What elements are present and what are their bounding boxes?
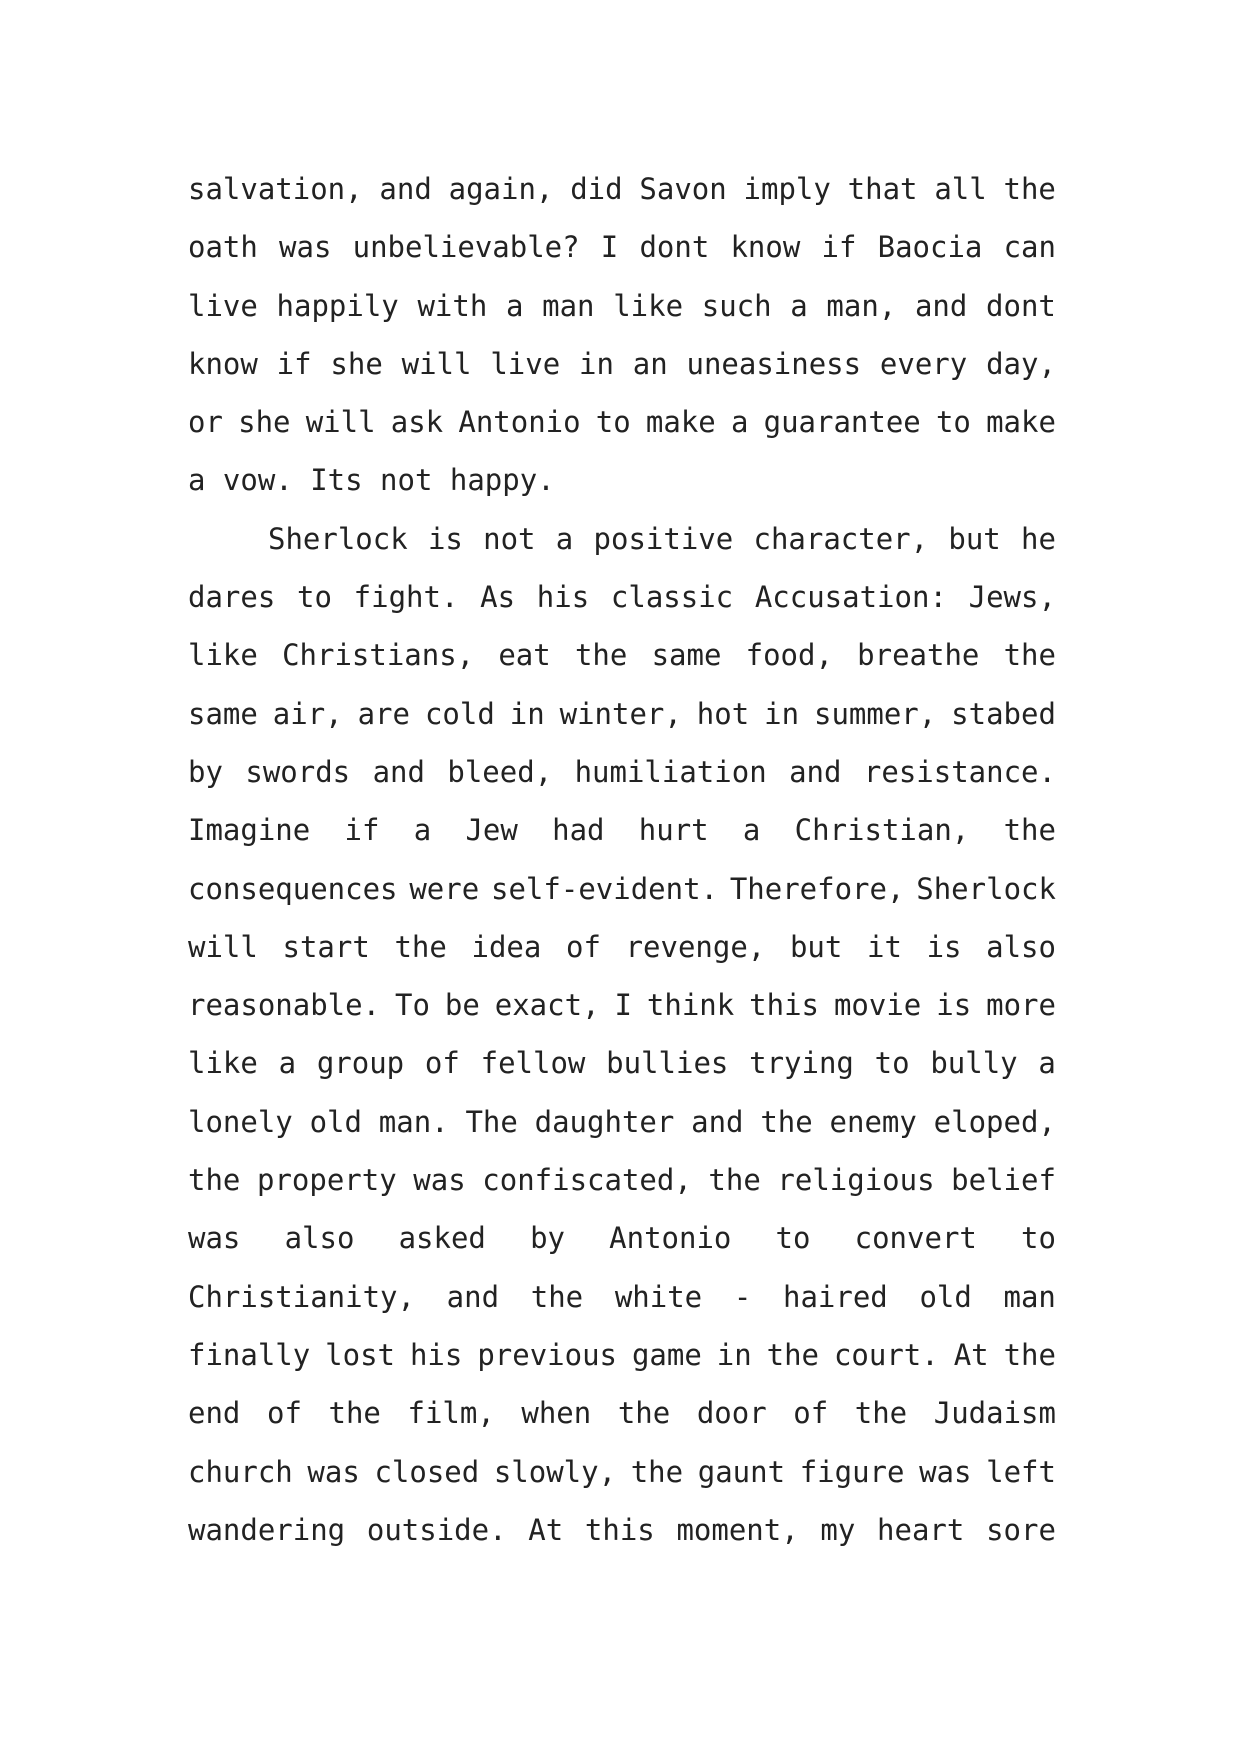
text-line: church was closed slowly, the gaunt figure was left — [188, 1454, 1056, 1489]
text-line: same air, are cold in winter, hot in summer, stabed — [188, 696, 1056, 731]
text-line: will start the idea of revenge, but it is also — [188, 929, 1056, 964]
text-line: live happily with a man like such a man, and dont — [188, 288, 1056, 323]
text-line: a vow. Its not happy. — [188, 463, 555, 498]
text-line: Imagine if a Jew had hurt a Christian, the — [188, 813, 1056, 848]
text-line: oath was unbelievable? I dont know if Baocia can — [188, 230, 1056, 265]
text-line: by swords and bleed, humiliation and resistance. — [188, 754, 1056, 789]
text-line: Christianity, and the white - haired old man — [188, 1279, 1056, 1314]
text-line: know if she will live in an uneasiness every day, — [188, 346, 1056, 381]
text-line: was also asked by Antonio to convert to — [188, 1221, 1056, 1256]
text-line: Sherlock is not a positive character, but he — [268, 521, 1056, 556]
text-line: dares to fight. As his classic Accusation: Jews, — [188, 580, 1056, 615]
text-line: the property was confiscated, the religious belief — [188, 1163, 1056, 1198]
text-line: like Christians, eat the same food, breathe the — [188, 638, 1056, 673]
text-line: end of the film, when the door of the Judaism — [188, 1396, 1056, 1431]
text-line: lonely old man. The daughter and the enemy eloped, — [188, 1104, 1056, 1139]
text-line: like a group of fellow bullies trying to bully a — [188, 1046, 1056, 1081]
text-line: salvation, and again, did Savon imply that all the — [188, 172, 1056, 206]
text-line: consequences were self-evident. Therefore, Sherlock — [188, 871, 1056, 906]
text-line: reasonable. To be exact, I think this movie is more — [188, 988, 1056, 1023]
essay-body — [188, 160, 1056, 1559]
text-line: or she will ask Antonio to make a guarantee to make — [188, 405, 1056, 440]
text-line: finally lost his previous game in the court. At the — [188, 1337, 1056, 1372]
text-line: wandering outside. At this moment, my heart sore — [188, 1512, 1056, 1547]
